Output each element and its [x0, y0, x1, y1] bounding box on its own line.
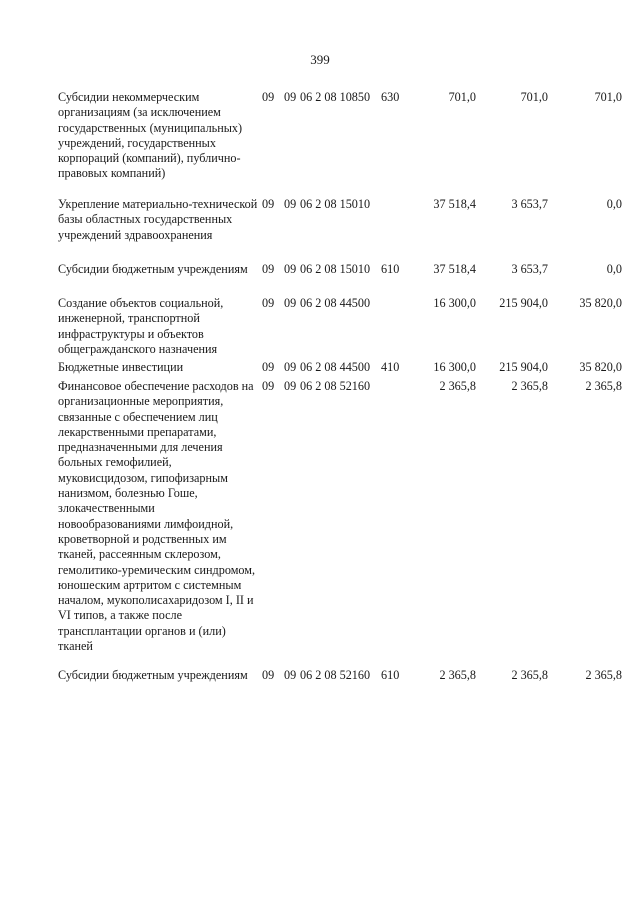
row-value-1: 16 300,0 — [433, 360, 476, 374]
row-subsection: 09 — [284, 197, 297, 211]
row-value-3: 0,0 — [606, 262, 622, 276]
row-value-1: 701,0 — [448, 90, 476, 104]
row-value-3: 701,0 — [594, 90, 622, 104]
row-value-2: 701,0 — [520, 90, 548, 104]
row-value-1: 37 518,4 — [433, 197, 476, 211]
row-target-article: 06 2 08 10850 — [300, 90, 371, 104]
row-name: Бюджетные инвестиции — [58, 360, 184, 374]
row-value-1: 2 365,8 — [439, 668, 476, 682]
row-value-2: 3 653,7 — [511, 197, 548, 211]
row-target-article: 06 2 08 15010 — [300, 262, 371, 276]
row-name: Создание объектов социальной, инженерной, транспортной инфраструктуры и объектов общегражданского назначения — [58, 296, 224, 356]
row-target-article: 06 2 08 44500 — [300, 360, 371, 374]
row-section: 09 — [262, 90, 275, 104]
row-expense-type: 610 — [381, 262, 400, 276]
row-section: 09 — [262, 360, 275, 374]
row-name: Субсидии бюджетным учреждениям — [58, 262, 248, 276]
row-expense-type: 610 — [381, 668, 400, 682]
row-target-article: 06 2 08 15010 — [300, 197, 371, 211]
row-name: Субсидии некоммерческим организациям (за исключением государственных (муниципальных) учреждений, государственных корпораций (компаний), публично-правовых компаний) — [58, 90, 243, 181]
row-section: 09 — [262, 262, 275, 276]
row-section: 09 — [262, 296, 275, 310]
row-value-3: 0,0 — [606, 197, 622, 211]
row-value-2: 3 653,7 — [511, 262, 548, 276]
row-section: 09 — [262, 197, 275, 211]
row-target-article: 06 2 08 44500 — [300, 296, 371, 310]
row-subsection: 09 — [284, 262, 297, 276]
row-value-2: 2 365,8 — [511, 379, 548, 393]
row-subsection: 09 — [284, 296, 297, 310]
row-section: 09 — [262, 379, 275, 393]
row-value-3: 35 820,0 — [579, 360, 622, 374]
row-target-article: 06 2 08 52160 — [300, 668, 371, 682]
row-subsection: 09 — [284, 90, 297, 104]
row-value-1: 2 365,8 — [439, 379, 476, 393]
row-name: Финансовое обеспечение расходов на организационные мероприятия, связанные с обеспечением лиц лекарственными препаратами, предназначенными для лечения больных гемофилией, муковисцидозом, гипофизарным нанизмом, болезнью Гоше, злокачественными новообразованиями лимфоидной, кроветворной и родственных им тканей, рассеянным склерозом, гемолитико-уремическим синдромом, юношеским артритом с системным началом, мукополисахаридозом I, II и VI типов, а также после трансплантации органов и (или) тканей — [58, 379, 256, 654]
row-subsection: 09 — [284, 668, 297, 682]
row-subsection: 09 — [284, 360, 297, 374]
row-value-2: 215 904,0 — [499, 296, 548, 310]
row-expense-type: 410 — [381, 360, 400, 374]
page-number: 399 — [310, 52, 330, 67]
row-value-1: 37 518,4 — [433, 262, 476, 276]
row-value-2: 215 904,0 — [499, 360, 548, 374]
row-name: Субсидии бюджетным учреждениям — [58, 668, 248, 682]
row-subsection: 09 — [284, 379, 297, 393]
row-value-3: 35 820,0 — [579, 296, 622, 310]
row-value-2: 2 365,8 — [511, 668, 548, 682]
row-expense-type: 630 — [381, 90, 400, 104]
row-section: 09 — [262, 668, 275, 682]
row-value-3: 2 365,8 — [585, 379, 622, 393]
row-target-article: 06 2 08 52160 — [300, 379, 371, 393]
row-name: Укрепление материально-технической базы областных государственных учреждений здравоохранения — [58, 197, 258, 242]
row-value-1: 16 300,0 — [433, 296, 476, 310]
row-value-3: 2 365,8 — [585, 668, 622, 682]
